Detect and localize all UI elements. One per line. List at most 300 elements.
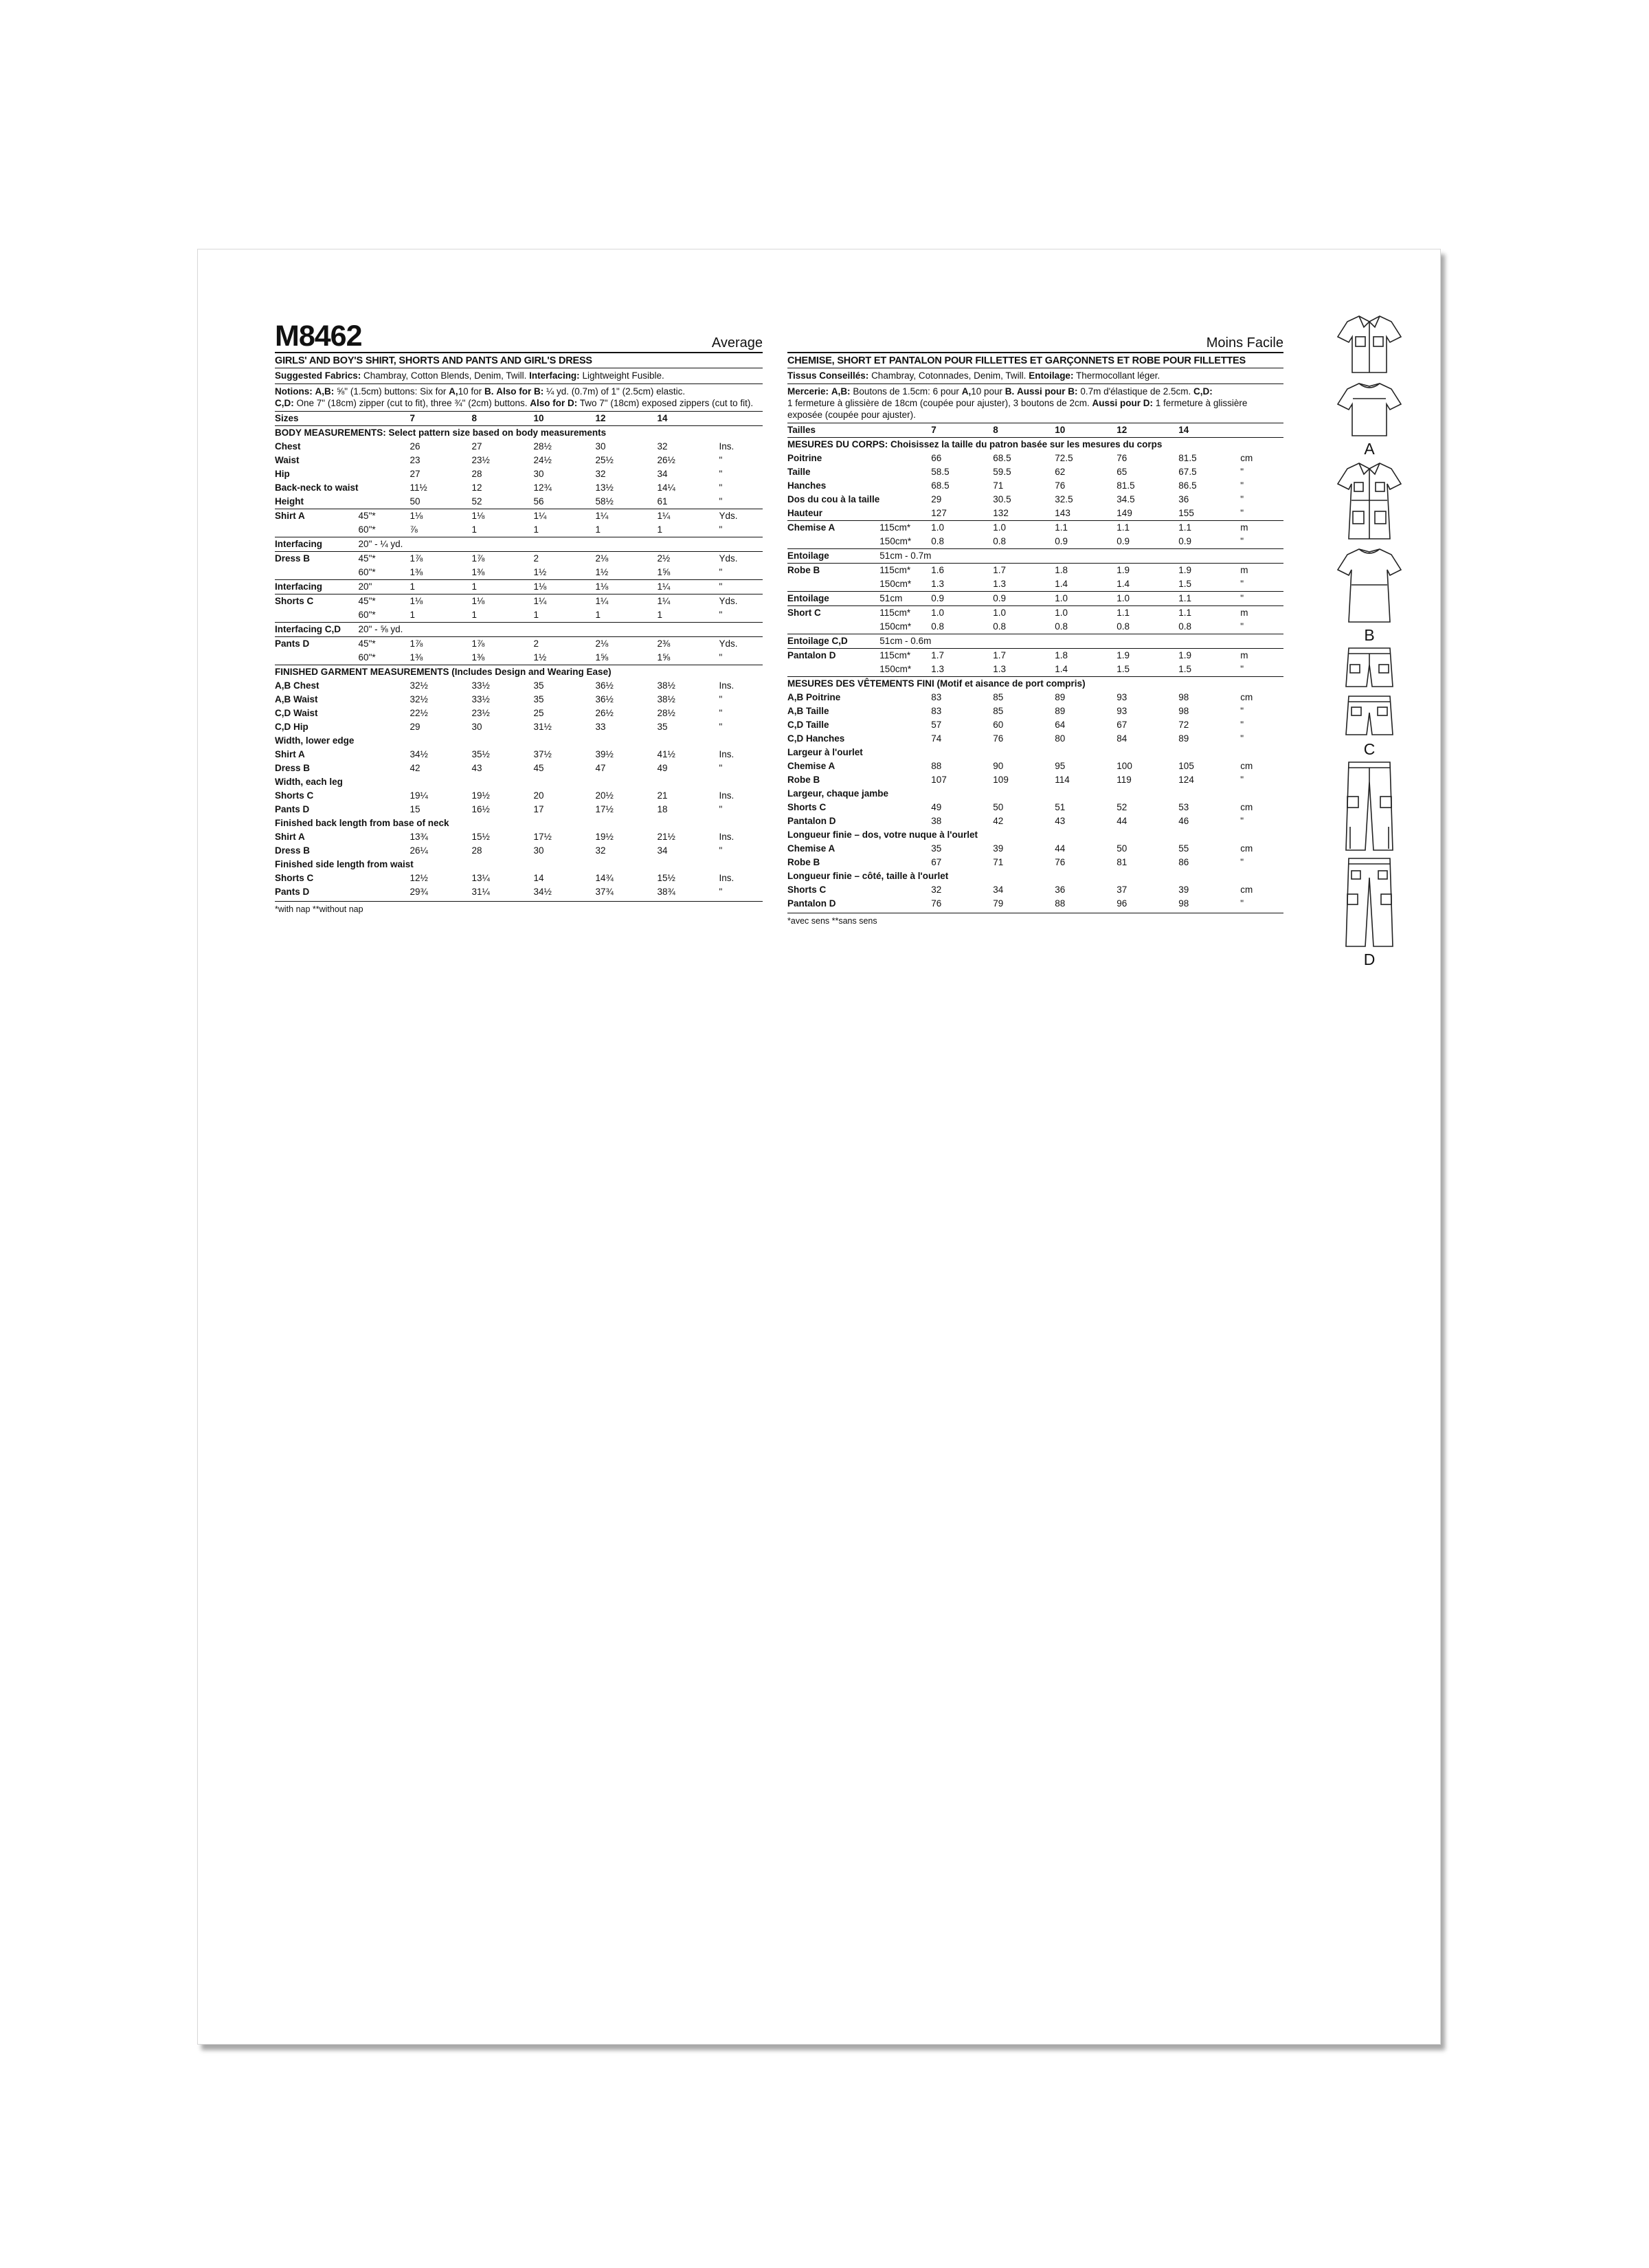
row-label: Dress B: [275, 845, 311, 856]
notions-ab-text: ⅝" (1.5cm) buttons: Six for: [337, 386, 447, 397]
row-value: 2⅛: [596, 552, 658, 566]
row-fabric-width: 51cm: [879, 592, 931, 606]
row-value: 44: [1055, 843, 1066, 854]
row-value: 1¼: [658, 509, 719, 524]
fr-row: [787, 606, 1283, 621]
row-value: 0.8: [1055, 621, 1068, 632]
fabrics-paragraph: [275, 368, 763, 384]
row-value: 1.5: [1178, 664, 1192, 674]
row-unit: Ins.: [719, 749, 734, 759]
row-value: 28: [471, 845, 482, 856]
row-unit: cm: [1240, 761, 1253, 771]
row-value: 41½: [657, 749, 675, 759]
pattern-sheet: [197, 249, 1441, 2045]
row-value: 30: [595, 441, 606, 452]
row-value: 33: [595, 722, 606, 732]
row-value: [1117, 634, 1178, 649]
row-unit: ": [719, 763, 723, 773]
fr-row: [787, 493, 1283, 507]
en-row: [275, 495, 763, 509]
row-value: 132: [993, 508, 1009, 518]
row-unit: ": [719, 482, 723, 493]
en-row: [275, 871, 763, 885]
en-row: [275, 858, 763, 871]
row-value: 1: [471, 610, 478, 620]
row-value: 27: [471, 441, 482, 452]
row-label: Robe B: [787, 857, 820, 867]
row-fabric-width: 60"*: [358, 610, 376, 620]
row-value: 32: [931, 885, 942, 895]
pattern-title: GIRLS' AND BOY'S SHIRT, SHORTS AND PANTS AND GIRL'S DRESS: [275, 353, 763, 368]
row-value: 1½: [595, 567, 609, 577]
row-fabric-width: 150cm*: [879, 621, 912, 632]
row-unit: ": [1240, 592, 1283, 606]
row-value: 90: [993, 761, 1004, 771]
fr-row: [787, 732, 1283, 746]
row-fabric-width: [359, 844, 410, 858]
row-value: 23½: [471, 708, 490, 718]
notions-cd-text: One 7" (18cm) zipper (cut to fit), three ¾" (2cm) buttons.: [296, 398, 528, 408]
row-value: 109: [993, 775, 1009, 785]
row-value: 1.1: [1178, 521, 1240, 535]
size-header: 14: [658, 412, 719, 426]
shorts-c-back-sketch: [1342, 692, 1397, 740]
row-label: Hauteur: [787, 508, 823, 518]
sizes-label: Sizes: [275, 412, 410, 426]
row-label: Shorts C: [275, 594, 359, 609]
french-column: [787, 316, 1283, 926]
size-header: 12: [596, 412, 658, 426]
fr-row: [787, 620, 1283, 634]
fr-row: [787, 535, 1283, 549]
section-heading: Largeur à l'ourlet: [787, 747, 863, 757]
row-label: Shirt A: [275, 749, 305, 759]
row-value: 42: [993, 816, 1004, 826]
row-unit: ": [719, 804, 723, 814]
unit-header: [719, 412, 763, 426]
also-for-d-text: Two 7" (18cm) exposed zippers (cut to fit).: [579, 398, 754, 408]
en-row: [275, 651, 763, 665]
row-unit: Ins.: [719, 832, 734, 842]
en-row: [275, 481, 763, 495]
row-value: 76: [993, 733, 1004, 744]
row-fabric-width: [879, 479, 931, 493]
row-fabric-width: [359, 495, 410, 509]
row-fabric-width: 20" - ⅝ yd.: [359, 623, 534, 637]
en-row: [275, 816, 763, 830]
fr-row: [787, 423, 1283, 438]
row-label: Chemise A: [787, 761, 835, 771]
size-header: 10: [1055, 423, 1117, 438]
row-value: 1⅛: [410, 509, 472, 524]
view-label-a: A: [1364, 440, 1375, 458]
row-value: 76: [1055, 857, 1066, 867]
view-label-b: B: [1364, 626, 1375, 644]
row-value: 1.6: [931, 564, 993, 578]
en-row: [275, 440, 763, 454]
fr-row: [787, 897, 1283, 911]
row-fabric-width: 115cm*: [879, 521, 931, 535]
row-fabric-width: [359, 885, 410, 899]
fabrics-label-fr: Tissus Conseillés:: [787, 370, 869, 381]
view-label-d: D: [1363, 950, 1376, 968]
also-for-d-text-fr: 1 fermeture à glissière exposée (coupée pour ajuster).: [787, 398, 1248, 420]
row-label: Robe B: [787, 775, 820, 785]
row-value: 29¾: [410, 887, 428, 897]
en-row: [275, 720, 763, 734]
row-value: 2⅛: [596, 637, 658, 652]
row-value: 1½: [533, 652, 547, 663]
row-fabric-width: [359, 440, 410, 454]
fr-row: [787, 465, 1283, 479]
section-heading: MESURES DU CORPS: Choisissez la taille du patron basée sur les mesures du corps: [787, 439, 1163, 449]
shorts-c-front-sketch: [1342, 644, 1397, 692]
row-value: 1.1: [1178, 592, 1240, 606]
row-fabric-width: [879, 704, 931, 718]
row-value: 21: [657, 790, 668, 801]
row-label: A,B Waist: [275, 694, 318, 704]
row-value: 32.5: [1055, 494, 1073, 504]
row-label: [787, 663, 879, 677]
row-value: 1: [533, 610, 539, 620]
row-value: 36: [1055, 885, 1066, 895]
row-unit: ": [719, 722, 723, 732]
row-value: 1: [410, 580, 472, 594]
row-label: [275, 566, 359, 580]
row-fabric-width: [359, 481, 410, 495]
row-unit: [1240, 549, 1283, 564]
also-for-b-label-fr: Aussi pour B:: [1017, 386, 1078, 397]
row-value: 1¼: [534, 509, 596, 524]
row-value: 124: [1178, 775, 1194, 785]
row-label: Shorts C: [787, 885, 827, 895]
row-value: 89: [1055, 706, 1066, 716]
row-unit: ": [1240, 816, 1244, 826]
row-value: 1.7: [993, 564, 1055, 578]
row-unit: cm: [1240, 843, 1253, 854]
difficulty-level: Average: [711, 335, 763, 351]
en-row: [275, 693, 763, 707]
notions-ab-view-count: 10 for: [458, 386, 482, 397]
notions-view-b: B.: [484, 386, 494, 397]
row-value: 143: [1055, 508, 1070, 518]
row-value: 1: [533, 524, 539, 535]
row-value: 59.5: [993, 467, 1011, 477]
row-unit: ": [1240, 536, 1244, 546]
section-heading: Finished back length from base of neck: [275, 818, 449, 828]
row-value: 1.4: [1117, 579, 1130, 589]
fr-row: [787, 564, 1283, 578]
row-value: 35: [533, 694, 544, 704]
row-value: 1⅛: [596, 580, 658, 594]
row-unit: ": [719, 652, 723, 663]
row-value: 15: [410, 804, 420, 814]
en-row: [275, 594, 763, 609]
en-row: [275, 412, 763, 426]
row-value: 2⅜: [658, 637, 719, 652]
row-value: 76: [1055, 480, 1066, 491]
row-value: 30: [533, 845, 544, 856]
row-fabric-width: [359, 467, 410, 481]
row-label: Chest: [275, 441, 301, 452]
row-label: Shorts C: [787, 802, 827, 812]
row-value: 1.1: [1055, 521, 1117, 535]
row-value: 30.5: [993, 494, 1011, 504]
row-value: 27: [410, 469, 420, 479]
notions-label: Notions:: [275, 386, 313, 397]
fr-row: [787, 507, 1283, 521]
en-row: [275, 566, 763, 580]
row-value: 50: [1117, 843, 1128, 854]
row-value: 1⅛: [472, 594, 534, 609]
notions-ab-view-a: A,: [449, 386, 458, 397]
row-fabric-width: [879, 801, 931, 814]
row-value: 1: [657, 524, 663, 535]
row-value: 49: [657, 763, 668, 773]
row-value: 83: [931, 706, 942, 716]
section-heading: Width, lower edge: [275, 735, 355, 746]
row-value: 60: [993, 720, 1004, 730]
row-unit: ": [719, 496, 723, 507]
row-value: 1⅝: [657, 652, 671, 663]
row-value: 36½: [595, 680, 614, 691]
row-value: 34.5: [1117, 494, 1135, 504]
row-value: 33½: [471, 680, 490, 691]
row-fabric-width: [359, 803, 410, 816]
dress-b-back-sketch: [1335, 544, 1404, 626]
row-value: 13½: [595, 482, 614, 493]
notions-paragraph-fr: [787, 384, 1283, 423]
row-label: Shorts C: [275, 873, 314, 883]
row-value: 1⅞: [472, 637, 534, 652]
row-value: 1¼: [596, 594, 658, 609]
row-unit: cm: [1240, 453, 1253, 463]
row-value: 57: [931, 720, 942, 730]
row-value: 1.0: [931, 521, 993, 535]
row-label: [787, 535, 879, 549]
en-row: [275, 426, 763, 441]
section-heading: Finished side length from waist: [275, 859, 414, 869]
row-label: Taille: [787, 467, 811, 477]
row-unit: [719, 623, 763, 637]
notions-ab-label: A,B:: [315, 386, 335, 397]
notions-cd-label-fr: C,D:: [1193, 386, 1213, 397]
row-value: 79: [993, 898, 1004, 909]
row-value: 23: [410, 455, 420, 465]
row-label: [787, 620, 879, 634]
fr-row: [787, 452, 1283, 465]
en-row: [275, 885, 763, 899]
row-value: 20: [533, 790, 544, 801]
row-unit: ": [719, 455, 723, 465]
row-value: 42: [410, 763, 420, 773]
interfacing-text-fr: Thermocollant léger.: [1075, 370, 1160, 381]
row-unit: ": [719, 524, 723, 535]
fr-row: [787, 801, 1283, 814]
row-value: 14¾: [595, 873, 614, 883]
section-heading: Largeur, chaque jambe: [787, 788, 889, 799]
french-header: [787, 316, 1283, 353]
row-fabric-width: 45"*: [359, 552, 410, 566]
fr-row: [787, 759, 1283, 773]
row-label: Hip: [275, 469, 290, 479]
row-fabric-width: [879, 814, 931, 828]
row-value: 1⅞: [410, 552, 472, 566]
row-value: 1.5: [1117, 664, 1130, 674]
row-unit: Ins.: [719, 790, 734, 801]
notions-cd-label: C,D:: [275, 398, 294, 408]
row-value: 52: [471, 496, 482, 507]
row-value: 0.8: [1178, 621, 1192, 632]
row-value: 95: [1055, 761, 1066, 771]
en-row: [275, 623, 763, 637]
row-value: 51: [1055, 802, 1066, 812]
row-value: 1⅝: [657, 567, 671, 577]
row-fabric-width: [359, 679, 410, 693]
row-fabric-width: 150cm*: [879, 579, 912, 589]
view-sketches: [1325, 309, 1414, 968]
shirt-a-front-sketch: [1335, 309, 1404, 378]
row-unit: ": [1240, 621, 1244, 632]
row-value: 18: [657, 804, 668, 814]
row-value: 29: [931, 494, 942, 504]
row-value: 64: [1055, 720, 1066, 730]
row-value: 24½: [533, 455, 552, 465]
row-value: 37¾: [595, 887, 614, 897]
row-value: 1⅛: [410, 594, 472, 609]
en-row: [275, 707, 763, 720]
row-value: 0.8: [1117, 621, 1130, 632]
row-value: 56: [533, 496, 544, 507]
row-value: 1¼: [534, 594, 596, 609]
row-value: 38½: [657, 694, 675, 704]
row-value: 1: [657, 610, 663, 620]
row-value: 76: [931, 898, 942, 909]
row-label: Entoilage: [787, 592, 879, 606]
row-fabric-width: 45"*: [359, 637, 410, 652]
row-unit: cm: [1240, 802, 1253, 812]
row-value: 38¾: [657, 887, 675, 897]
row-label: [275, 523, 359, 537]
row-value: [1117, 549, 1178, 564]
row-label: Poitrine: [787, 453, 822, 463]
row-fabric-width: [879, 842, 931, 856]
row-label: Shirt A: [275, 509, 359, 524]
row-value: 33½: [471, 694, 490, 704]
section-heading: MESURES DES VÊTEMENTS FINI (Motif et aisance de port compris): [787, 677, 1283, 691]
row-value: [1178, 634, 1240, 649]
row-fabric-width: [359, 720, 410, 734]
row-label: C,D Taille: [787, 720, 829, 730]
row-value: 39: [1178, 885, 1189, 895]
fr-row: [787, 704, 1283, 718]
row-value: 72.5: [1055, 453, 1073, 463]
row-value: 1: [472, 580, 534, 594]
row-value: 62: [1055, 467, 1066, 477]
row-value: 1.1: [1117, 606, 1178, 621]
row-label: A,B Chest: [275, 680, 319, 691]
row-label: Pants D: [275, 637, 359, 652]
row-value: [658, 537, 719, 552]
row-value: 58.5: [931, 467, 950, 477]
row-value: 32: [657, 441, 668, 452]
row-label: Dress B: [275, 763, 311, 773]
row-value: 1.9: [1117, 564, 1178, 578]
row-label: Dress B: [275, 552, 359, 566]
fabrics-label: Suggested Fabrics:: [275, 370, 361, 381]
row-fabric-width: [879, 732, 931, 746]
row-value: 88: [1055, 898, 1066, 909]
row-value: 37: [1117, 885, 1128, 895]
row-label: Robe B: [787, 564, 879, 578]
row-unit: ": [719, 694, 723, 704]
row-unit: ": [1240, 480, 1244, 491]
row-unit: ": [1240, 508, 1244, 518]
row-value: 86.5: [1178, 480, 1197, 491]
row-value: 28: [471, 469, 482, 479]
row-value: 34: [993, 885, 1004, 895]
fr-row: [787, 577, 1283, 592]
row-value: 84: [1117, 733, 1128, 744]
row-value: 83: [931, 692, 942, 702]
row-fabric-width: [359, 871, 410, 885]
row-fabric-width: 51cm - 0.7m: [879, 549, 1055, 564]
en-row: [275, 761, 763, 775]
row-value: 1.9: [1178, 564, 1240, 578]
en-row: [275, 523, 763, 537]
row-value: 1.3: [931, 579, 945, 589]
french-footnote: *avec sens **sans sens: [787, 913, 1283, 926]
size-header: 7: [410, 412, 472, 426]
english-column: [275, 316, 763, 914]
row-value: 28½: [657, 708, 675, 718]
row-fabric-width: 60"*: [358, 524, 376, 535]
row-fabric-width: 51cm - 0.6m: [879, 634, 1055, 649]
section-heading: FINISHED GARMENT MEASUREMENTS (Includes Design and Wearing Ease): [275, 665, 763, 680]
row-value: 1¼: [658, 594, 719, 609]
row-value: [534, 537, 596, 552]
row-value: 68.5: [993, 453, 1011, 463]
row-value: 1⅜: [410, 652, 423, 663]
row-value: 15½: [471, 832, 490, 842]
row-unit: m: [1240, 649, 1283, 663]
row-value: 114: [1055, 775, 1070, 785]
row-fabric-width: [879, 773, 931, 787]
row-unit: Ins.: [719, 441, 734, 452]
row-value: 67.5: [1178, 467, 1197, 477]
row-value: 36: [1178, 494, 1189, 504]
row-fabric-width: [879, 691, 931, 704]
fr-row: [787, 773, 1283, 787]
row-value: 26¼: [410, 845, 428, 856]
row-value: 49: [931, 802, 942, 812]
row-value: 1.7: [931, 649, 993, 663]
row-unit: ": [1240, 898, 1244, 909]
row-value: 96: [1117, 898, 1128, 909]
row-value: 1.0: [1117, 592, 1178, 606]
row-value: 31¼: [471, 887, 490, 897]
row-value: [1055, 634, 1117, 649]
row-value: 149: [1117, 508, 1132, 518]
row-value: 88: [931, 761, 942, 771]
row-value: 67: [1117, 720, 1128, 730]
en-row: [275, 844, 763, 858]
row-value: 1.4: [1055, 579, 1068, 589]
english-header: [275, 316, 763, 353]
size-header: 10: [534, 412, 596, 426]
section-heading: BODY MEASUREMENTS: Select pattern size based on body measurements: [275, 427, 607, 438]
row-unit: ": [1240, 733, 1244, 744]
